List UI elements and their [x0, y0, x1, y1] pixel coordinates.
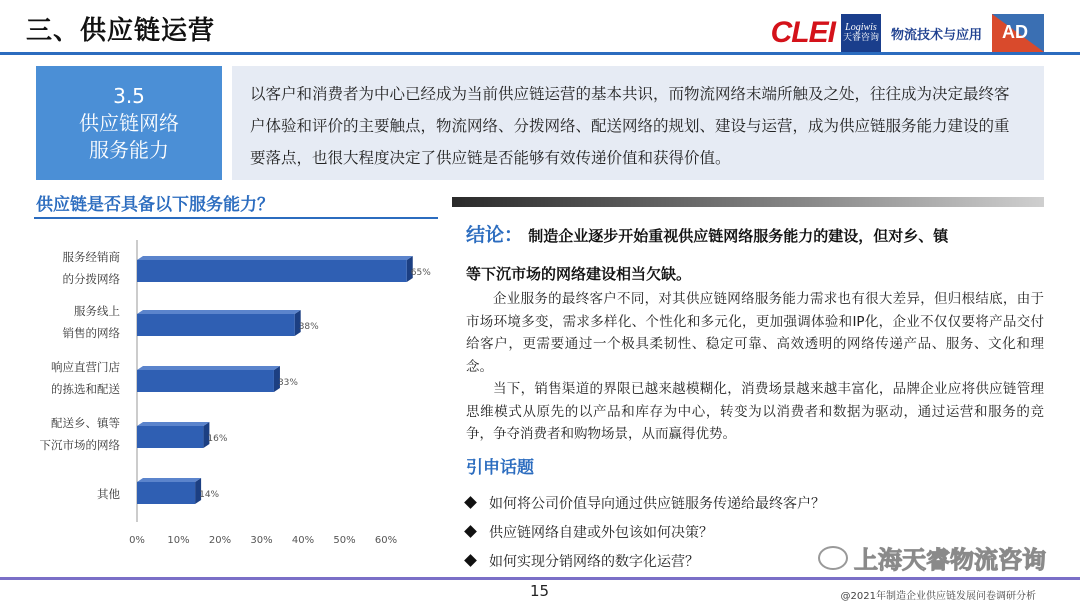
- diamond-bullet-icon: [464, 496, 477, 509]
- x-tick-label: 30%: [250, 535, 273, 546]
- bar: [137, 426, 203, 448]
- logiwis-logo: [841, 14, 881, 52]
- wuliu-logo: 物流技术与应用: [890, 27, 982, 43]
- page-number: 15: [530, 582, 550, 600]
- section-number: 3.5: [113, 83, 145, 108]
- category-label: 的拣选和配送: [51, 382, 120, 396]
- category-label: 服务经销商: [62, 250, 120, 264]
- ad-logo-text: AD: [1002, 22, 1028, 42]
- category-label: 配送乡、镇等: [51, 416, 120, 430]
- conclusion-line2: 等下沉市场的网络建设相当欠缺。: [466, 265, 692, 283]
- x-tick-label: 50%: [333, 535, 356, 546]
- bar: [137, 482, 195, 504]
- section-title-line1: 供应链网络: [79, 110, 179, 135]
- wechat-icon: [818, 546, 848, 570]
- conclusion-line1: 制造企业逐步开始重视供应链网络服务能力的建设，但对乡、镇: [528, 227, 949, 245]
- chart-heading: 供应链是否具备以下服务能力？: [36, 195, 274, 215]
- footer-note: @2021年制造企业供应链发展问卷调研分析: [840, 591, 1036, 602]
- logo-group: [771, 14, 1044, 52]
- section-title-line2: 服务能力: [89, 137, 169, 162]
- topic-item: [462, 488, 825, 517]
- bar-top: [137, 366, 280, 370]
- ad-logo: [992, 14, 1044, 52]
- clei-logo: CLEI: [770, 16, 835, 49]
- category-label: 其他: [97, 487, 120, 501]
- bar-top: [137, 422, 209, 426]
- x-tick-label: 0%: [129, 535, 145, 546]
- bar-value-label: 14%: [199, 490, 220, 500]
- topics-heading: 引申话题: [466, 458, 534, 478]
- x-tick-label: 20%: [208, 535, 232, 546]
- bar-chart: [0, 220, 440, 550]
- body-text: [466, 288, 1044, 446]
- brand-watermark: [818, 540, 1046, 575]
- title-rule: [0, 52, 1080, 55]
- category-label: 销售的网络: [62, 326, 120, 340]
- section-label-box: [36, 66, 222, 180]
- brand-watermark-text: 上海天睿物流咨询: [854, 546, 1046, 574]
- conclusion-block: [466, 216, 1046, 293]
- category-label: 下沉市场的网络: [39, 438, 120, 452]
- footer-rule: [0, 577, 1080, 580]
- diamond-bullet-icon: [464, 554, 477, 567]
- category-label: 服务线上: [74, 304, 120, 318]
- bar-value-label: 16%: [207, 434, 228, 444]
- topic-item: [462, 517, 825, 546]
- x-tick-label: 10%: [167, 535, 190, 546]
- topic-text: 供应链网络自建或外包该如何决策？: [489, 524, 713, 541]
- logiwis-logo-text: Logiwis: [845, 22, 877, 33]
- chart-heading-divider: [34, 217, 438, 219]
- body-paragraph-1: 企业服务的最终客户不同，对其供应链网络服务能力需求也有很大差异，但归根结底，由于市场环境多变，需求多样化、个性化和多元化，更加强调体验和IP化，企业不仅仅要将产品交付给客户，更需要通过一个极具柔韧性、稳定可靠、高效透明的网络传递产品、服务、文化和理念。: [466, 291, 1044, 375]
- topic-text: 如何实现分销网络的数字化运营？: [489, 553, 699, 570]
- diamond-bullet-icon: [464, 525, 477, 538]
- topic-text: 如何将公司价值导向通过供应链服务传递给最终客户？: [489, 495, 825, 512]
- page-title: 三、供应链运营: [26, 16, 216, 46]
- topics-list: [462, 488, 825, 575]
- gradient-divider: [452, 197, 1044, 207]
- category-label: 响应直营门店: [51, 360, 120, 374]
- intro-text: 以客户和消费者为中心已经成为当前供应链运营的基本共识，而物流网络末端所触及之处，往往成为决定最终客户体验和评价的主要触点，物流网络、分拨网络、配送网络的规划、建设与运营，成为供应链服务能力建设的重要落点，也很大程度决定了供应链是否能够有效传递价值和获得价值。: [232, 66, 1044, 180]
- logiwis-logo-subtext: 天睿咨询: [842, 33, 879, 43]
- bar-value-label: 65%: [410, 268, 431, 278]
- bar-top: [137, 310, 301, 314]
- x-tick-label: 60%: [374, 535, 398, 546]
- body-paragraph-2: 当下，销售渠道的界限已越来越模糊化，消费场景越来越丰富化，品牌企业应将供应链管理思维模式从原先的以产品和库存为中心，转变为以消费者和数据为驱动，通过运营和服务的竞争，争夺消费者和购物场景，从而赢得优势。: [466, 381, 1044, 442]
- bar-top: [137, 256, 413, 260]
- bar-chart-svg: [0, 220, 440, 550]
- conclusion-tag: 结论：: [466, 224, 524, 246]
- bar: [137, 314, 295, 336]
- x-tick-label: 40%: [291, 535, 315, 546]
- bar: [137, 370, 274, 392]
- bar: [137, 260, 407, 282]
- bar-value-label: 38%: [298, 322, 319, 332]
- category-label: 的分拨网络: [62, 272, 120, 286]
- bar-value-label: 33%: [277, 378, 298, 388]
- bar-top: [137, 478, 201, 482]
- topic-item: [462, 546, 825, 575]
